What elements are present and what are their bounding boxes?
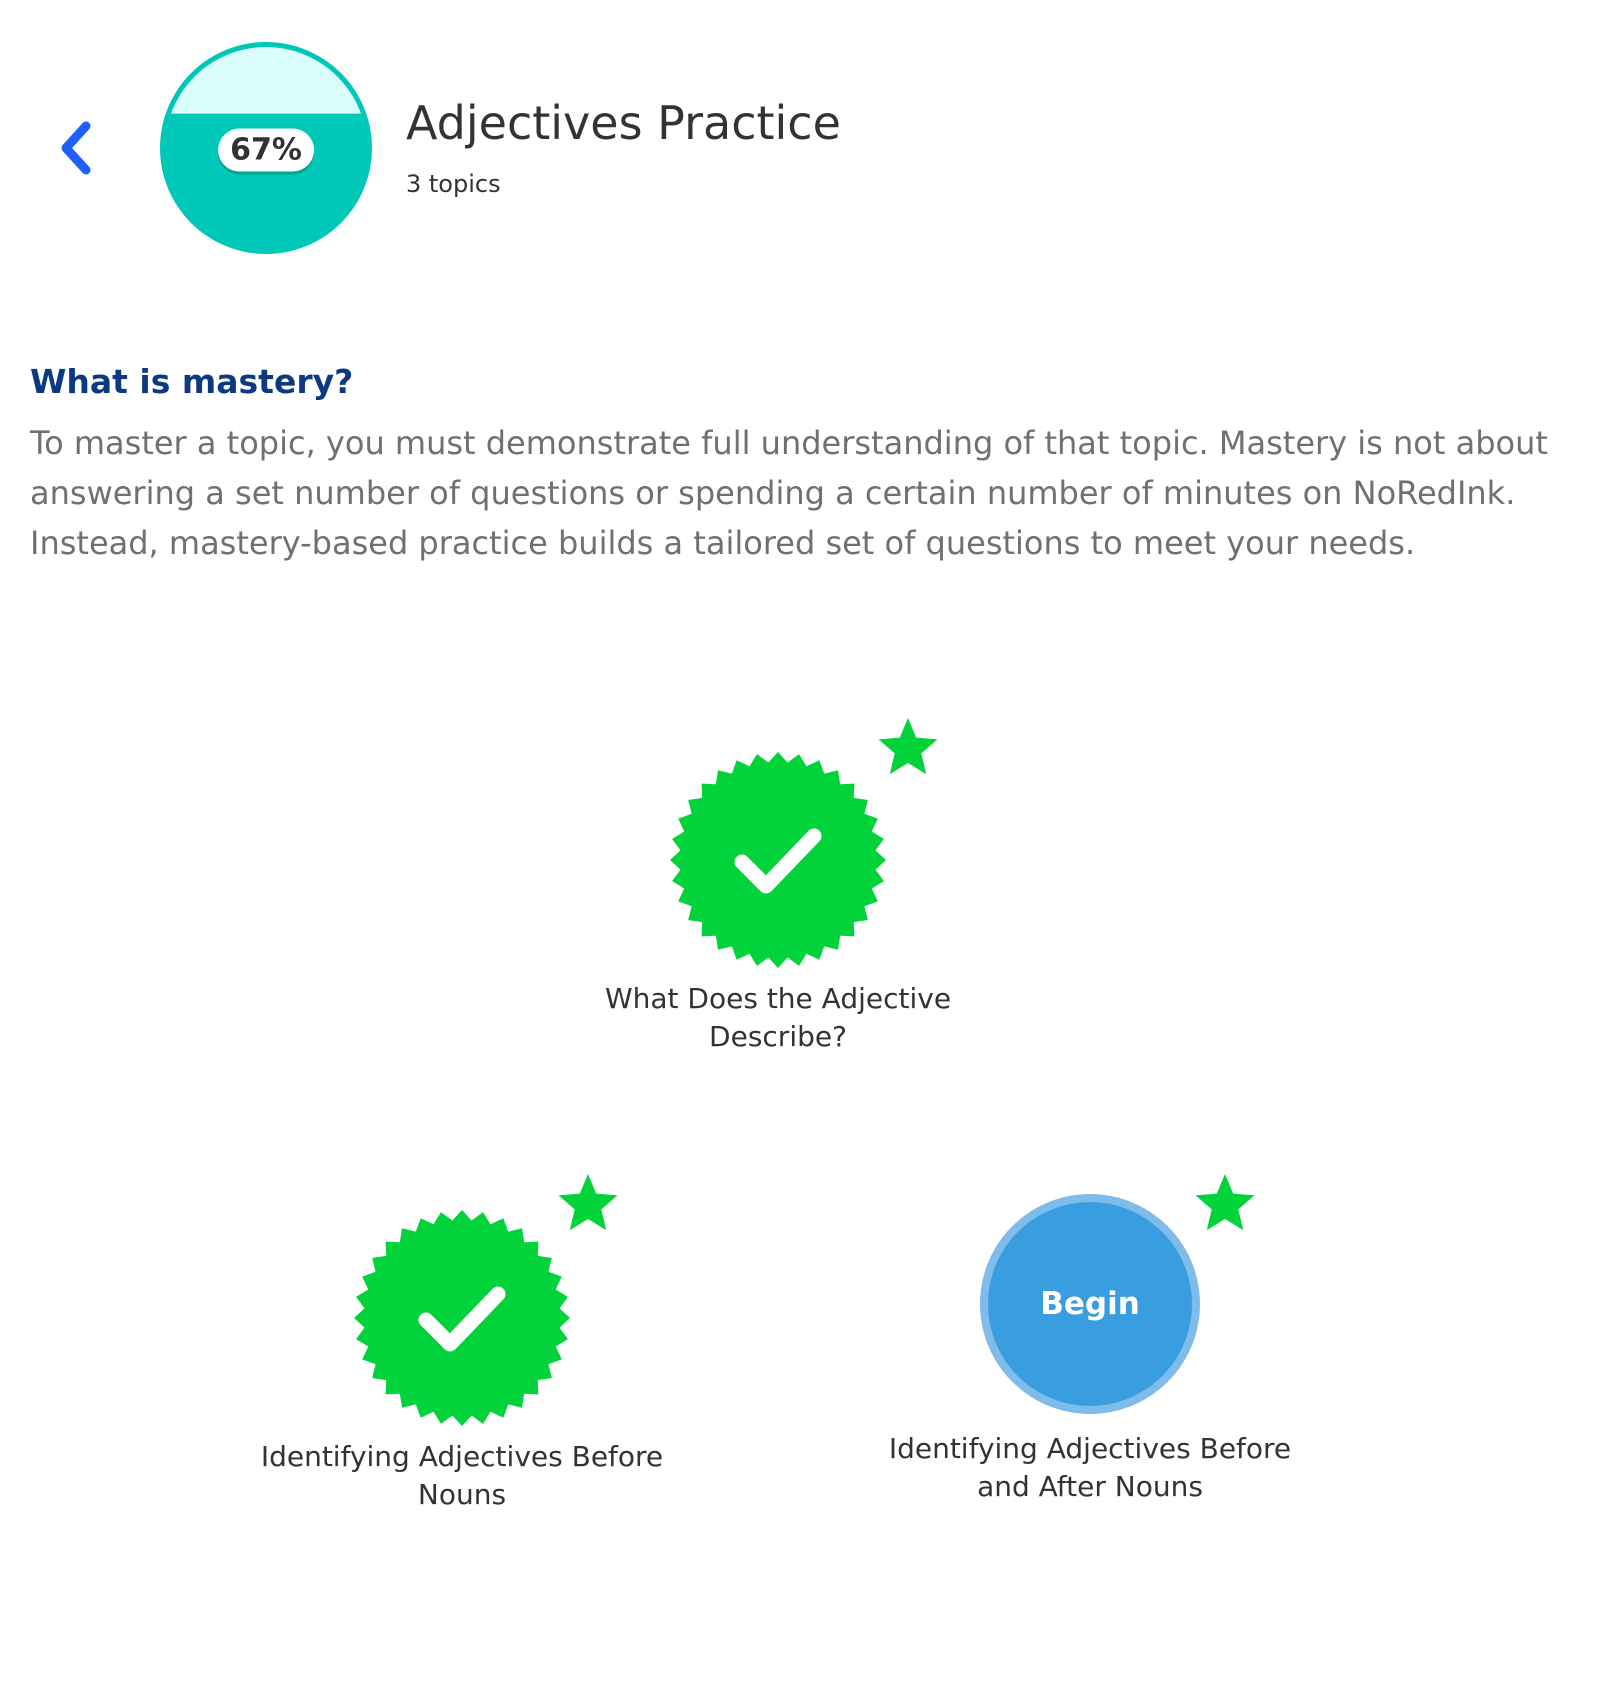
check-badge-icon [354, 1210, 570, 1426]
star-icon [555, 1170, 621, 1236]
begin-button-label: Begin [1040, 1286, 1140, 1322]
star-icon [1192, 1170, 1258, 1236]
chevron-left-icon [56, 118, 96, 178]
begin-button[interactable] [980, 1194, 1200, 1414]
topic-label-1: What Does the Adjective Describe? [604, 982, 952, 1053]
progress-circle [156, 38, 376, 258]
back-button[interactable] [48, 108, 104, 188]
topic-node-2[interactable] [332, 1188, 592, 1448]
topic-node-1[interactable] [648, 730, 908, 990]
topic-count: 3 topics [406, 170, 501, 198]
topic-label-2: Identifying Adjectives Before Nouns [260, 1440, 664, 1511]
check-badge-icon [670, 752, 886, 968]
mastery-description: To master a topic, you must demonstrate full understanding of that topic. Mastery is not about answering a set number of questions or spending a certain number of minutes on NoRedInk. Instead, mastery-based practice builds a tailored set of questions to meet your needs. [30, 424, 1548, 562]
page-title: Adjectives Practice [406, 96, 841, 150]
progress-percent-label: 67% [218, 129, 314, 172]
mastery-heading: What is mastery? [30, 362, 354, 401]
topic-label-3: Identifying Adjectives Before and After Nouns [888, 1432, 1292, 1503]
star-icon [875, 714, 941, 780]
